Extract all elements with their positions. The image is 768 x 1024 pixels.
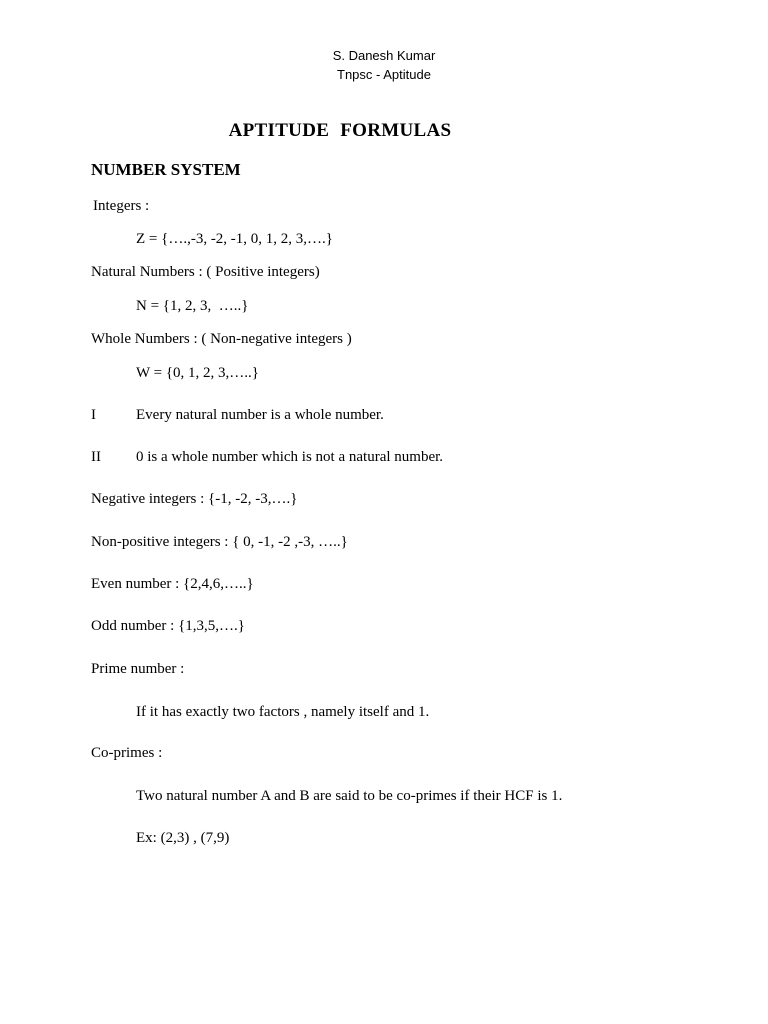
section-heading: NUMBER SYSTEM [91, 160, 241, 179]
whole-numbers-label: Whole Numbers : ( Non-negative integers ) [91, 331, 352, 347]
page-title: APTITUDE FORMULAS [228, 120, 452, 141]
natural-numbers-label: Natural Numbers : ( Positive integers) [91, 264, 320, 280]
non-positive-integers: Non-positive integers : { 0, -1, -2 ,-3, …..} [91, 534, 348, 550]
odd-number: Odd number : {1,3,5,….} [91, 618, 245, 634]
point-marker-2: II [91, 449, 101, 465]
co-primes-label: Co-primes : [91, 745, 163, 761]
integers-set: Z = {….,-3, -2, -1, 0, 1, 2, 3,….} [136, 231, 334, 247]
prime-number-definition: If it has exactly two factors , namely itself and 1. [136, 704, 430, 720]
even-number: Even number : {2,4,6,…..} [91, 576, 254, 592]
point-text-2: 0 is a whole number which is not a natural number. [136, 449, 444, 465]
integers-label: Integers : [93, 198, 150, 214]
natural-numbers-set: N = {1, 2, 3, …..} [136, 298, 249, 314]
prime-number-label: Prime number : [91, 661, 185, 677]
point-text-1: Every natural number is a whole number. [136, 407, 384, 423]
header-subtitle: Tnpsc - Aptitude [337, 67, 431, 82]
point-marker-1: I [91, 407, 96, 423]
header-author: S. Danesh Kumar [332, 48, 436, 63]
co-primes-definition: Two natural number A and B are said to be co-primes if their HCF is 1. [136, 788, 563, 804]
negative-integers: Negative integers : {-1, -2, -3,….} [91, 491, 298, 507]
whole-numbers-set: W = {0, 1, 2, 3,…..} [136, 365, 259, 381]
co-primes-example: Ex: (2,3) , (7,9) [136, 830, 230, 846]
